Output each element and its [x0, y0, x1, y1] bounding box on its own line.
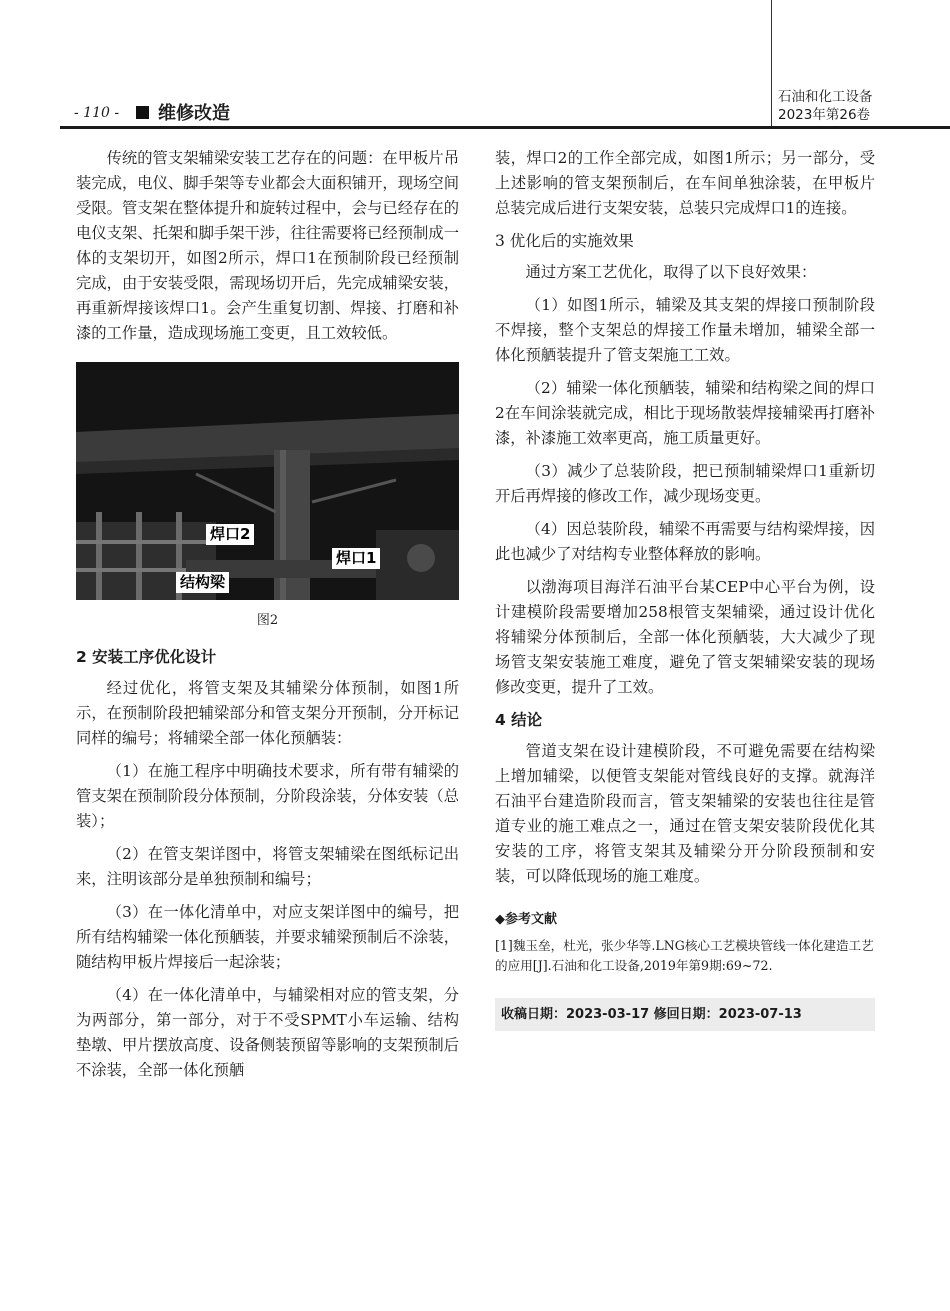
header-vertical-rule [771, 0, 772, 128]
right-column [495, 146, 875, 1031]
steel-structure-illustration [76, 362, 459, 600]
figure-2-photo [76, 362, 459, 600]
section-4-heading: 4 结论 [495, 711, 543, 729]
continuation-paragraph: 装，焊口2的工作全部完成，如图1所示；另一部分，受上述影响的管支架预制后，在车间单独涂装，在甲板片总装完成后进行支架安装，总装只完成焊口1的连接。 [495, 149, 875, 217]
list-item: （2）在管支架详图中，将管支架辅梁在图纸标记出来，注明该部分是单独预制和编号； [76, 845, 459, 888]
effect-item: （3）减少了总装阶段，把已预制辅梁焊口1重新切开后再焊接的修改工作，减少现场变更。 [495, 462, 875, 505]
section-3-heading: 3 优化后的实施效果 [495, 232, 634, 250]
reference-1: [1]魏玉垒，杜光，张少华等.LNG核心工艺模块管线一体化建造工艺的应用[J].石油和化工设备,2019年第9期:69~72. [495, 938, 874, 973]
section-2-heading: 2 安装工序优化设计 [76, 648, 217, 666]
references-heading: ◆参考文献 [495, 912, 557, 927]
effect-item: （4）因总装阶段，辅梁不再需要与结构梁焊接，因此也减少了对结构专业整体释放的影响。 [495, 520, 875, 563]
intro-paragraph: 传统的管支架辅梁安装工艺存在的问题：在甲板片吊装完成，电仪、脚手架等专业都会大面积铺开，现场空间受限。管支架在整体提升和旋转过程中，会与已经存在的电仪支架、托架和脚手架干涉，往往需要将已经预制成一体的支架切开，如图2所示，焊口1在预制阶段已经预制完成，由于安装受限，需现场切开后，先完成辅梁安装，再重新焊接该焊口1。会产生重复切割、焊接、打磨和补漆的工作量，造成现场施工变更，且工效较低。 [76, 149, 459, 342]
journal-info [778, 88, 873, 124]
figure-2-caption: 图2 [256, 613, 279, 628]
section-header [136, 99, 230, 125]
header-rule [60, 126, 950, 129]
black-square-icon [136, 106, 149, 119]
list-item: （3）在一体化清单中，对应支架详图中的编号，把所有结构辅梁一体化预舾装，并要求辅梁预制后不涂装，随结构甲板片焊接后一起涂装； [76, 903, 459, 971]
conclusion-paragraph: 管道支架在设计建模阶段，不可避免需要在结构梁上增加辅梁，以便管支架能对管线良好的支撑。就海洋石油平台建造阶段而言，管支架辅梁的安装也往往是管道专业的施工难点之一，通过在管支架安装阶段优化其安装的工序，将管支架其及辅梁分开分阶段预制和安装，可以降低现场的施工难度。 [495, 742, 875, 885]
list-item: （4）在一体化清单中，与辅梁相对应的管支架，分为两部分，第一部分，对于不受SPMT小车运输、结构垫墩、甲片摆放高度、设备侧装预留等影响的支架预制后不涂装，全部一体化预舾 [76, 986, 459, 1079]
effect-item: （1）如图1所示，辅梁及其支架的焊接口预制阶段不焊接，整个支架总的焊接工作量未增加，辅梁全部一体化预舾装提升了管支架施工工效。 [495, 296, 875, 364]
section-3-intro: 通过方案工艺优化，取得了以下良好效果： [525, 263, 817, 281]
journal-volume: 2023年第26卷 [778, 107, 871, 123]
list-item: （1）在施工程序中明确技术要求，所有带有辅梁的管支架在预制阶段分体预制，分阶段涂装，分体安装（总装）； [76, 762, 459, 830]
section-header-label: 维修改造 [158, 103, 230, 124]
weld-2-label: 焊口2 [206, 524, 254, 545]
effect-item: （2）辅梁一体化预舾装，辅梁和结构梁之间的焊口2在车间涂装就完成，相比于现场散装焊接辅梁再打磨补漆，补漆施工效率更高，施工质量更好。 [495, 379, 875, 447]
section-2-paragraph: 经过优化，将管支架及其辅梁分体预制，如图1所示，在预制阶段把辅梁部分和管支架分开预制，分开标记同样的编号；将辅梁全部一体化预舾装： [76, 679, 459, 747]
journal-name: 石油和化工设备 [778, 89, 873, 105]
left-column [76, 146, 459, 1091]
structural-beam-label: 结构梁 [176, 572, 229, 593]
case-paragraph: 以渤海项目海洋石油平台某CEP中心平台为例，设计建模阶段需要增加258根管支架辅梁，通过设计优化将辅梁分体预制后，全部一体化预舾装，大大减少了现场管支架安装施工难度，避免了管支架辅梁安装的现场修改变更，提升了工效。 [495, 578, 875, 696]
weld-1-label: 焊口1 [332, 548, 380, 569]
page-number: - 110 - [74, 105, 120, 121]
received-revised-dates: 收稿日期：2023-03-17 修回日期：2023-07-13 [495, 998, 875, 1031]
